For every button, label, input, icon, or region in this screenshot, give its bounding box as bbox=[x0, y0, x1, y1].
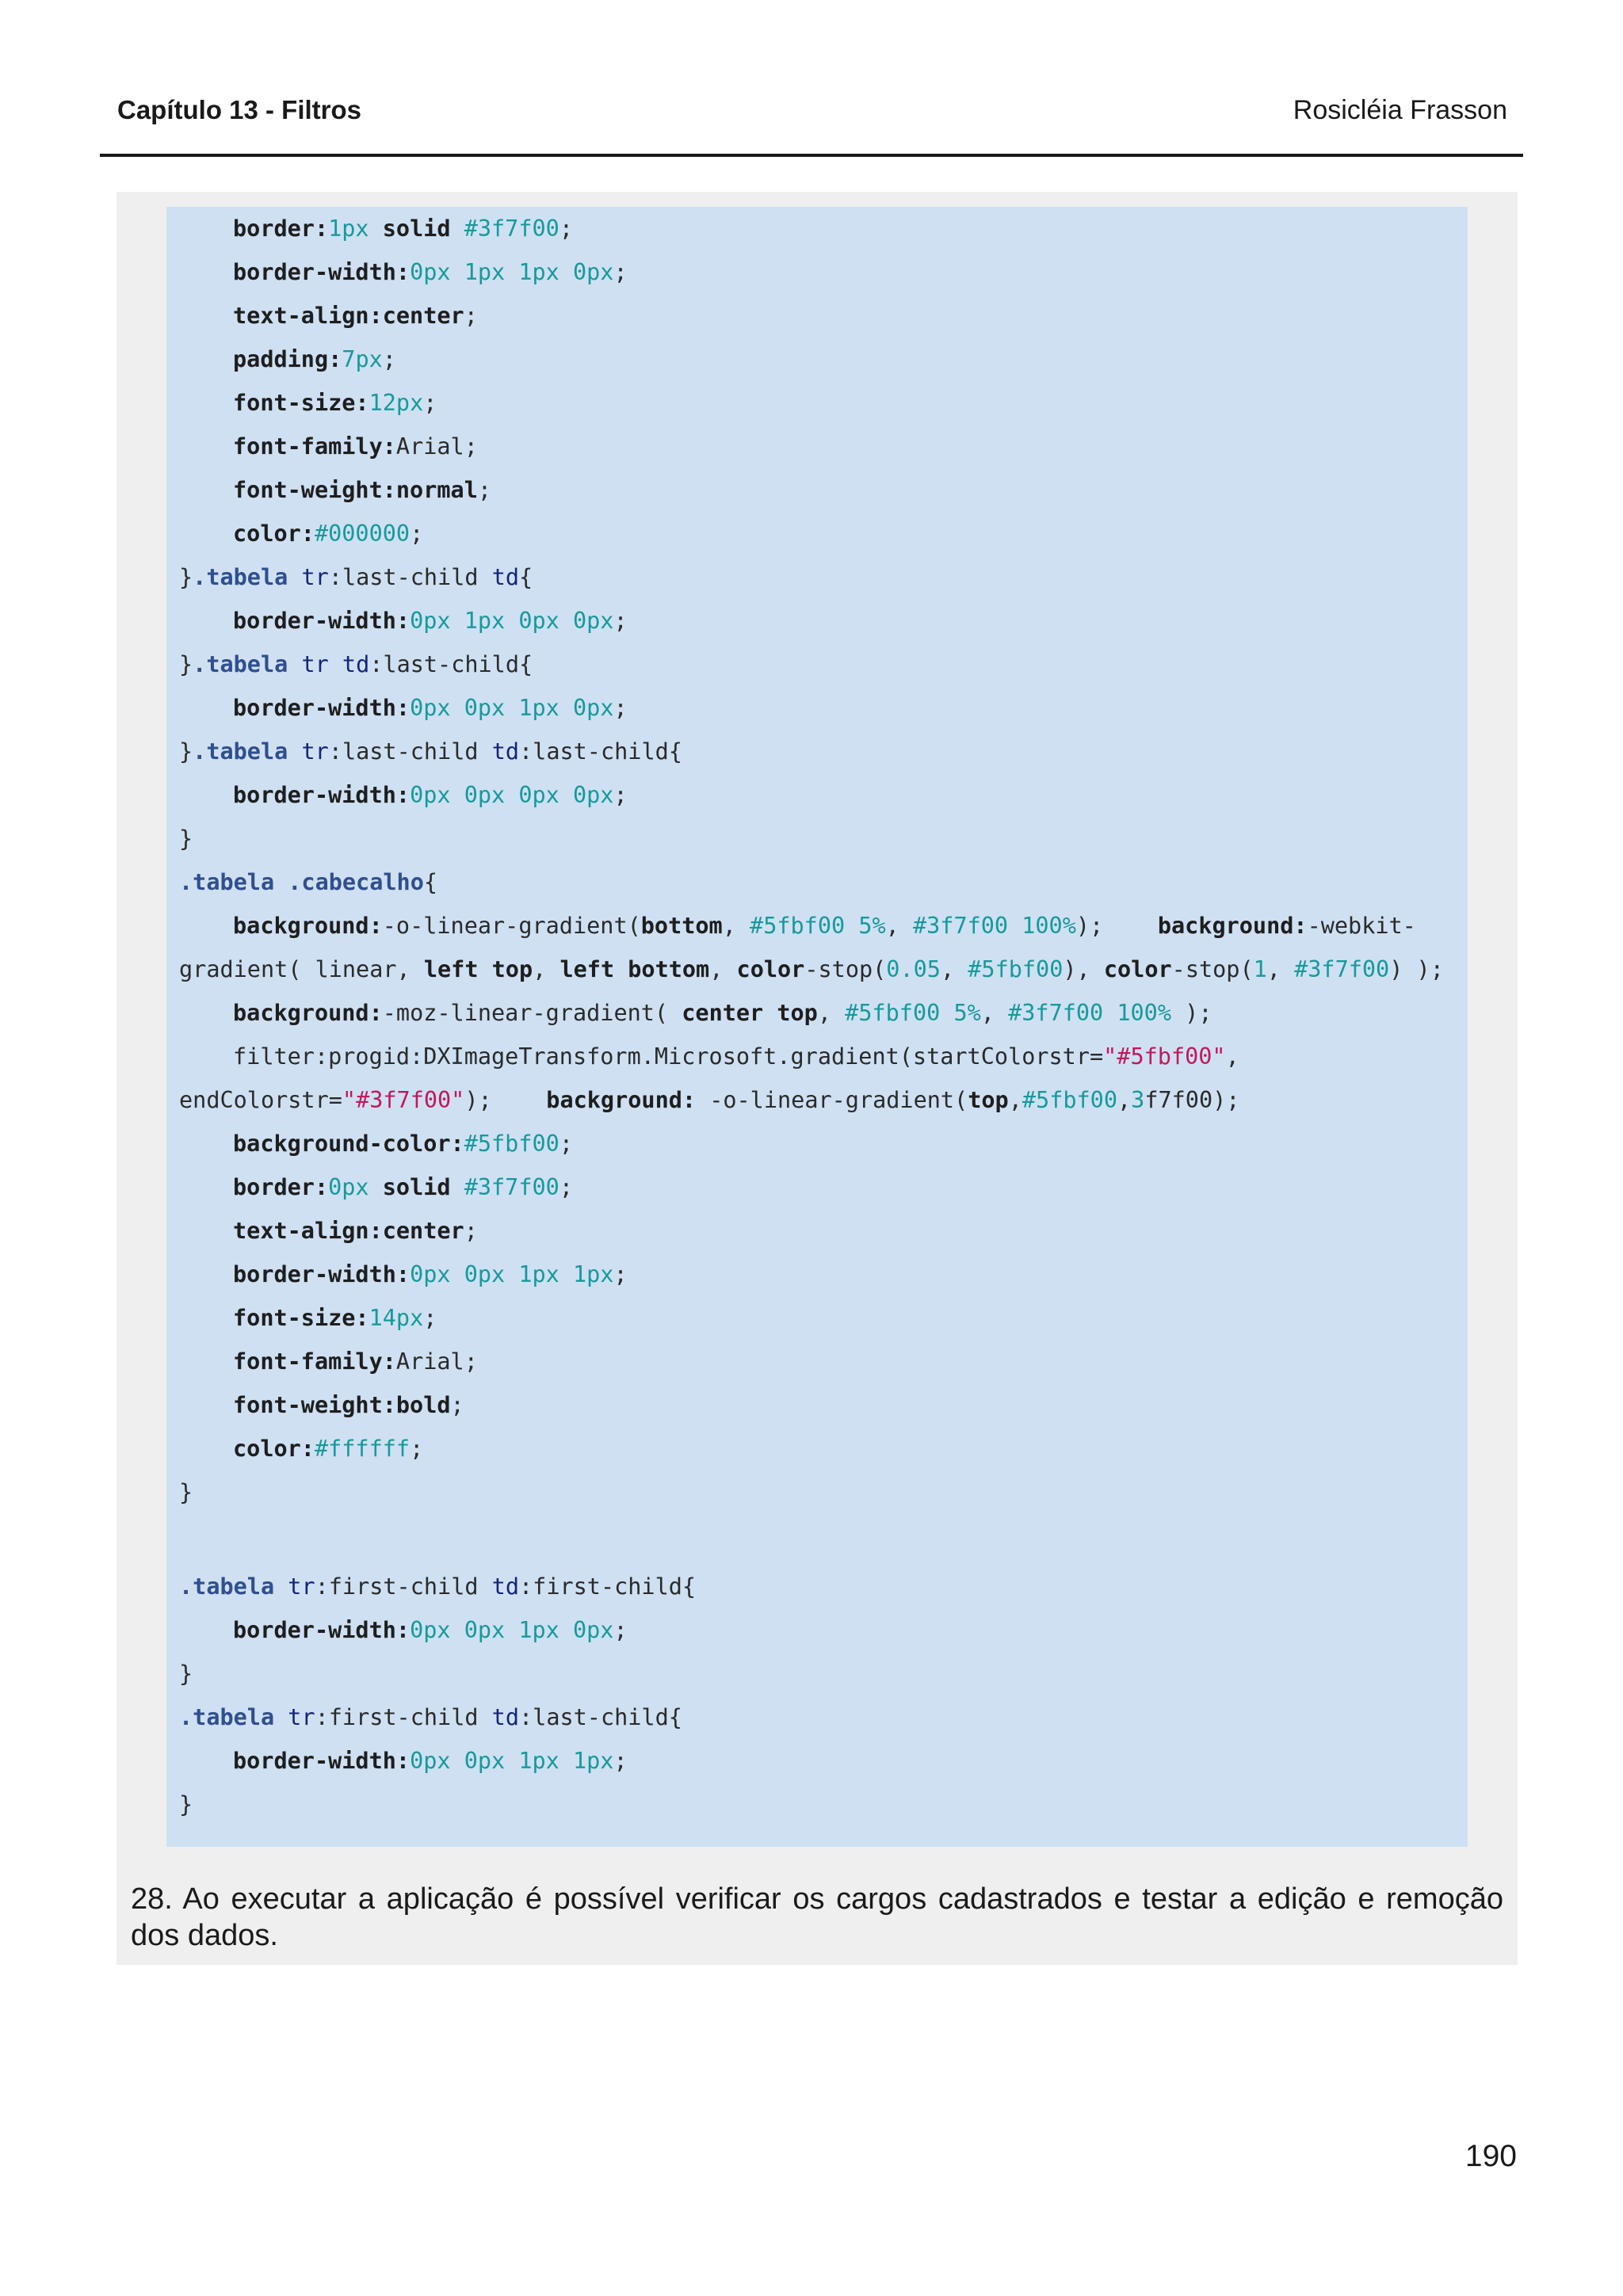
code-token: } bbox=[179, 826, 193, 852]
code-token: ; bbox=[410, 521, 424, 547]
code-token: ; bbox=[477, 477, 492, 503]
code-token: background: bbox=[233, 913, 383, 939]
code-token: border-width: bbox=[233, 1617, 411, 1643]
code-block bbox=[166, 207, 1468, 1847]
code-token: 1 bbox=[1253, 956, 1267, 982]
code-token: 1px bbox=[328, 215, 369, 242]
code-token: ; bbox=[613, 259, 628, 285]
step-paragraph: 28. Ao executar a aplicação é possível verificar os cargos cadastrados e testar a edição e remoção dos dados. bbox=[131, 1882, 1503, 1952]
code-line bbox=[233, 692, 628, 724]
code-token: center top bbox=[682, 1000, 818, 1026]
code-token: #5fbf00 bbox=[968, 956, 1064, 982]
code-token: -webkit- bbox=[1307, 913, 1416, 939]
code-token bbox=[288, 738, 301, 765]
chapter-title: Capítulo 13 - Filtros bbox=[117, 95, 362, 124]
code-token: color: bbox=[233, 1436, 315, 1462]
code-token: #3f7f00 bbox=[464, 1174, 559, 1200]
code-token: #5fbf00 5% bbox=[845, 1000, 981, 1026]
code-token: 0px 0px 1px 0px bbox=[410, 695, 614, 721]
page-number: 190 bbox=[1465, 2139, 1517, 2173]
code-token: td bbox=[491, 564, 520, 590]
code-token: endColorstr= bbox=[179, 1087, 342, 1113]
code-line bbox=[179, 1477, 193, 1508]
code-token: ; bbox=[423, 1305, 437, 1331]
code-line bbox=[233, 1041, 1239, 1073]
code-token: -stop( bbox=[804, 956, 887, 982]
code-line bbox=[233, 387, 437, 419]
code-token: , bbox=[885, 913, 913, 939]
code-token: bottom bbox=[640, 913, 723, 939]
code-token: ; bbox=[559, 1131, 573, 1157]
code-token: , bbox=[1008, 1087, 1022, 1113]
code-token: font-size: bbox=[233, 1305, 369, 1331]
code-token: 0.05 bbox=[886, 956, 941, 982]
code-token: 0px 1px 0px 0px bbox=[410, 608, 614, 634]
code-token: "#3f7f00" bbox=[342, 1087, 465, 1113]
code-token: ); bbox=[1075, 913, 1158, 939]
code-line bbox=[233, 605, 628, 637]
code-token: #000000 bbox=[314, 521, 411, 547]
page-header bbox=[100, 79, 1523, 157]
code-line bbox=[233, 431, 478, 463]
code-token: background: bbox=[233, 1000, 383, 1026]
code-token: 12px bbox=[369, 390, 424, 416]
code-token: , bbox=[980, 1000, 1009, 1026]
code-token: :first-child{ bbox=[519, 1573, 697, 1600]
code-line bbox=[233, 1302, 437, 1334]
code-token: left bottom bbox=[559, 956, 710, 982]
code-token: left top bbox=[423, 956, 533, 982]
code-token: ); bbox=[1171, 1000, 1212, 1026]
code-token: .tabela bbox=[193, 564, 288, 590]
code-line bbox=[233, 780, 628, 811]
code-token: background: bbox=[546, 1087, 697, 1113]
code-token: , bbox=[533, 956, 560, 982]
code-token: ; bbox=[382, 346, 396, 372]
code-token: td bbox=[491, 1573, 519, 1600]
code-token: .tabela bbox=[179, 1704, 275, 1730]
code-token: , bbox=[1117, 1087, 1132, 1113]
code-token: tr bbox=[301, 738, 329, 765]
code-token: } bbox=[179, 1791, 193, 1817]
code-token: 7px bbox=[342, 346, 383, 372]
code-line bbox=[233, 257, 628, 288]
code-token: Arial; bbox=[395, 433, 478, 460]
code-token: } bbox=[179, 738, 193, 765]
code-line bbox=[233, 910, 1416, 942]
code-token: font-weight:normal bbox=[233, 477, 478, 503]
code-token: -stop( bbox=[1171, 956, 1254, 982]
code-token: , bbox=[1266, 956, 1295, 982]
code-token: , bbox=[940, 956, 968, 982]
code-token: 0px bbox=[328, 1174, 369, 1200]
code-line bbox=[233, 1215, 478, 1247]
code-token: -moz-linear-gradient( bbox=[382, 1000, 682, 1026]
code-token: font-family: bbox=[233, 433, 396, 460]
code-token: ; bbox=[613, 1261, 628, 1287]
code-token: , bbox=[722, 913, 750, 939]
code-token: 0px 0px 1px 0px bbox=[410, 1617, 614, 1643]
code-token: color bbox=[736, 956, 805, 982]
code-token bbox=[288, 651, 301, 677]
code-token: td bbox=[491, 1704, 519, 1730]
code-line bbox=[233, 1745, 628, 1777]
code-line bbox=[233, 213, 573, 245]
code-line bbox=[179, 1085, 1239, 1116]
code-token: { bbox=[423, 869, 438, 895]
code-token bbox=[274, 1573, 288, 1600]
code-token: :last-child{ bbox=[519, 738, 682, 765]
code-token: } bbox=[179, 651, 193, 677]
code-token: border-width: bbox=[233, 695, 411, 721]
code-token: .tabela bbox=[193, 738, 288, 765]
code-token: ; bbox=[464, 303, 478, 329]
code-token: 0px 0px 1px 1px bbox=[410, 1261, 614, 1287]
code-token: font-weight:bold bbox=[233, 1392, 451, 1418]
code-line bbox=[179, 736, 682, 768]
code-token: tr bbox=[288, 1704, 315, 1730]
code-token: Arial; bbox=[395, 1348, 478, 1375]
code-token: color bbox=[1103, 956, 1172, 982]
code-token: #3f7f00 bbox=[464, 215, 559, 242]
code-line bbox=[233, 344, 396, 376]
code-token: :first-child bbox=[315, 1573, 492, 1600]
code-token: filter:progid:DXImageTransform.Microsoft.gradient(startColorstr= bbox=[233, 1043, 1104, 1070]
code-token: border-width: bbox=[233, 782, 411, 808]
code-line bbox=[179, 649, 533, 681]
code-token: } bbox=[179, 1479, 193, 1505]
code-token: ; bbox=[559, 1174, 573, 1200]
code-token: font-size: bbox=[233, 390, 369, 416]
code-token: , bbox=[817, 1000, 846, 1026]
code-token: } bbox=[179, 564, 193, 590]
code-token: border: bbox=[233, 1174, 329, 1200]
code-line bbox=[233, 1172, 573, 1203]
code-token: td bbox=[491, 738, 520, 765]
code-token bbox=[274, 1704, 288, 1730]
code-token: .tabela bbox=[179, 1573, 275, 1600]
code-token: background: bbox=[1157, 913, 1308, 939]
code-line bbox=[233, 300, 478, 332]
code-token: tr bbox=[288, 1573, 315, 1600]
author-name: Rosicléia Frasson bbox=[1293, 95, 1507, 125]
code-token: #3f7f00 100% bbox=[912, 913, 1076, 939]
code-token: :last-child{ bbox=[369, 651, 533, 677]
code-token: -o-linear-gradient( bbox=[382, 913, 641, 939]
code-token: "#5fbf00" bbox=[1103, 1043, 1226, 1070]
code-token: :last-child bbox=[328, 564, 492, 590]
code-token: #3f7f00 bbox=[1294, 956, 1390, 982]
code-token: 3 bbox=[1131, 1087, 1145, 1113]
code-token: f7f00); bbox=[1144, 1087, 1240, 1113]
code-token: ); bbox=[464, 1087, 547, 1113]
code-token: color: bbox=[233, 521, 315, 547]
code-line bbox=[233, 1433, 423, 1465]
code-line bbox=[233, 1390, 464, 1421]
code-token: ) ); bbox=[1389, 956, 1444, 982]
code-token: ; bbox=[613, 695, 628, 721]
code-token: :last-child{ bbox=[519, 1704, 682, 1730]
code-token: ; bbox=[464, 1218, 478, 1244]
code-token: ; bbox=[423, 390, 437, 416]
code-token: text-align:center bbox=[233, 1218, 464, 1244]
code-token: ; bbox=[410, 1436, 424, 1462]
code-line bbox=[233, 1346, 478, 1378]
code-token: , bbox=[1225, 1043, 1239, 1070]
code-token: #5fbf00 bbox=[1022, 1087, 1117, 1113]
content-box bbox=[116, 192, 1518, 1965]
code-token: ; bbox=[613, 782, 628, 808]
code-token: #3f7f00 100% bbox=[1008, 1000, 1171, 1026]
code-token: ; bbox=[613, 1748, 628, 1774]
code-token: ; bbox=[613, 608, 628, 634]
code-line bbox=[179, 823, 193, 855]
code-token: gradient( linear, bbox=[179, 956, 424, 982]
code-token: 0px 0px 0px 0px bbox=[410, 782, 614, 808]
code-token: font-family: bbox=[233, 1348, 396, 1375]
code-token: ; bbox=[613, 1617, 628, 1643]
code-token: { bbox=[519, 564, 533, 590]
code-token: background-color: bbox=[233, 1131, 464, 1157]
code-line bbox=[179, 1571, 696, 1603]
code-token: -o-linear-gradient( bbox=[696, 1087, 968, 1113]
code-token: ; bbox=[450, 1392, 464, 1418]
code-token: padding: bbox=[233, 346, 342, 372]
code-token: } bbox=[179, 1661, 193, 1687]
code-token: top bbox=[968, 1087, 1009, 1113]
code-token bbox=[288, 564, 301, 590]
code-token: 0px 0px 1px 1px bbox=[410, 1748, 614, 1774]
code-line bbox=[179, 867, 437, 898]
code-token: solid bbox=[369, 1174, 464, 1200]
code-token: text-align:center bbox=[233, 303, 464, 329]
code-token: :last-child bbox=[328, 738, 492, 765]
code-token: ; bbox=[559, 215, 573, 242]
code-line bbox=[233, 1128, 573, 1160]
code-token: .tabela .cabecalho bbox=[179, 869, 424, 895]
code-line bbox=[179, 562, 533, 593]
code-token: tr td bbox=[301, 651, 370, 677]
code-token: , bbox=[709, 956, 737, 982]
code-token: border-width: bbox=[233, 608, 411, 634]
code-line bbox=[233, 1259, 628, 1291]
code-line bbox=[179, 1658, 193, 1690]
code-token: tr bbox=[301, 564, 329, 590]
code-line bbox=[233, 475, 491, 506]
code-token: border-width: bbox=[233, 259, 411, 285]
code-token: 0px 1px 1px 0px bbox=[410, 259, 614, 285]
code-line bbox=[179, 954, 1444, 986]
code-token: #5fbf00 bbox=[464, 1131, 559, 1157]
code-line bbox=[233, 997, 1212, 1029]
code-line bbox=[233, 1615, 628, 1646]
code-line bbox=[233, 518, 423, 550]
code-token: .tabela bbox=[193, 651, 288, 677]
code-token: border-width: bbox=[233, 1748, 411, 1774]
code-token: #ffffff bbox=[314, 1436, 411, 1462]
code-token: :first-child bbox=[315, 1704, 492, 1730]
code-line bbox=[179, 1702, 682, 1733]
code-token: #5fbf00 5% bbox=[750, 913, 886, 939]
code-token: border-width: bbox=[233, 1261, 411, 1287]
code-token: solid bbox=[369, 215, 464, 242]
code-line bbox=[179, 1789, 193, 1821]
code-token: ), bbox=[1063, 956, 1104, 982]
code-token: 14px bbox=[369, 1305, 424, 1331]
code-token: border: bbox=[233, 215, 329, 242]
